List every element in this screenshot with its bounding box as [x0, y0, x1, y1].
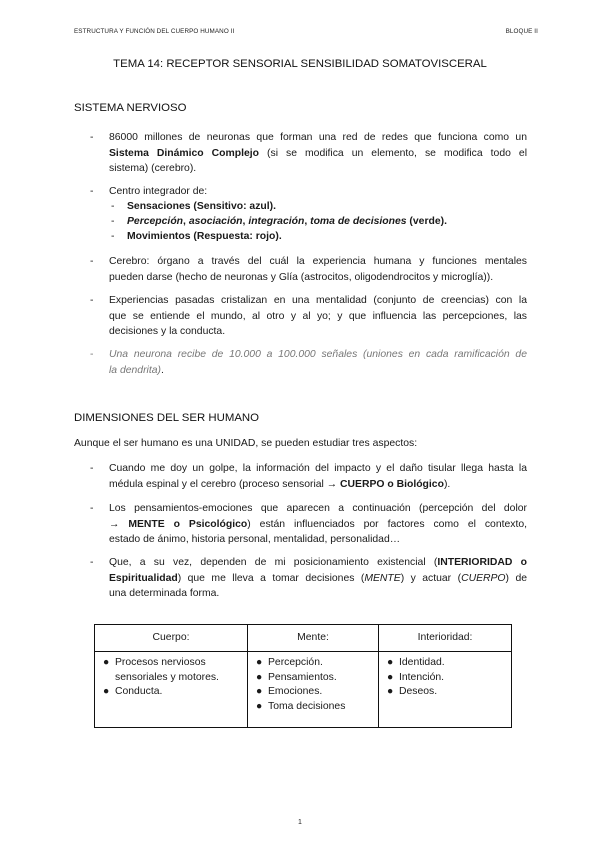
- list-item-text: Intención.: [399, 671, 445, 683]
- text-run: ) están influenciados por factores como el contexto,: [247, 518, 528, 530]
- running-header-block: BLOQUE II: [505, 28, 538, 35]
- list-item: [387, 656, 507, 671]
- list-item: [256, 656, 374, 671]
- text-italic: MENTE: [364, 572, 401, 584]
- text-run: ) y actuar (: [400, 572, 462, 584]
- text-line: Cerebro: órgano a través del cuál la experiencia humana y funciones mentales: [109, 256, 527, 267]
- text-bold: INTERIORIDAD o: [437, 557, 527, 568]
- text-bold: CUERPO o Biológico: [340, 478, 444, 490]
- bullet-dot-icon: ●: [103, 686, 110, 697]
- text-bold-italic: Percepción: [127, 216, 184, 227]
- bullet-experiencias: [109, 293, 527, 340]
- text-run: médula espinal y el cerebro (proceso sensorial →: [109, 478, 341, 490]
- sub-bullet-dash: -: [111, 231, 115, 242]
- list-item: [103, 656, 243, 685]
- text-bold: Sensaciones (Sensitivo: azul).: [127, 201, 276, 212]
- list-item: [387, 671, 507, 686]
- text-bold: (verde).: [406, 216, 447, 227]
- text-italic: CUERPO: [461, 572, 506, 584]
- text-line: Una neurona recibe de 10.000 a 100.000 señales (uniones en cada ramificación de: [109, 349, 527, 360]
- section-heading-sistema-nervioso: SISTEMA NERVIOSO: [74, 102, 187, 114]
- list-item-text: Percepción.: [268, 657, 323, 668]
- text-bold: Espiritualidad: [109, 572, 178, 584]
- sub-bullet-dash: -: [111, 216, 115, 227]
- list-item: [256, 685, 374, 700]
- bullet-dash: -: [90, 256, 94, 267]
- text-line: [109, 517, 527, 533]
- table-header-mente: Mente:: [248, 625, 379, 652]
- document-title: TEMA 14: RECEPTOR SENSORIAL SENSIBILIDAD SOMATOVISCERAL: [113, 58, 487, 70]
- list-item: [256, 700, 374, 715]
- bullet-dot-icon: ●: [387, 657, 394, 668]
- text-run: (si se modifica un elemento, se modifica todo el: [259, 147, 528, 159]
- bullet-dash: -: [90, 349, 94, 360]
- table-header-cuerpo: Cuerpo:: [95, 625, 248, 652]
- sub-bullet-movimientos: [111, 229, 282, 245]
- list-item-text: Identidad.: [399, 657, 445, 668]
- text-bold-italic: integración: [248, 216, 305, 227]
- bullet-dash: -: [90, 503, 94, 514]
- table-row: [95, 652, 512, 728]
- text-line: que se entiende el mundo, al otro y al yo; y que influencia las percepciones, las: [109, 310, 527, 322]
- intro-paragraph: Aunque el ser humano es una UNIDAD, se pueden estudiar tres aspectos:: [74, 438, 418, 449]
- bullet-dash: -: [90, 295, 94, 306]
- bullet-dash: -: [90, 463, 94, 474]
- text-bold-italic: toma de decisiones: [310, 216, 407, 227]
- table-header-row: [95, 625, 512, 652]
- bullet-neurona-senales: [109, 347, 527, 378]
- text-line: Experiencias pasadas cristalizan en una mentalidad (conjunto de creencias) con la: [109, 295, 527, 306]
- text-line: [109, 146, 527, 162]
- table-cell-interioridad: [379, 652, 512, 728]
- bullet-dash: -: [90, 132, 94, 143]
- text-line: pueden darse (hecho de neuronas y Glía (astrocitos, oligodendrocitos y microglía)).: [109, 271, 494, 283]
- dimensions-table: [94, 624, 512, 728]
- bullet-posicionamiento: [109, 555, 527, 602]
- sub-bullet-dash: -: [111, 201, 115, 212]
- text-run: ) que me lleva a tomar decisiones (: [177, 572, 365, 584]
- table-cell-mente: [248, 652, 379, 728]
- bullet-dot-icon: ●: [387, 686, 394, 697]
- text-line: Cuando me doy un golpe, la información del impacto y el daño tisular llega hasta la: [109, 463, 527, 474]
- text-run: ) de: [505, 572, 527, 584]
- text-bold-italic: asociación: [188, 216, 243, 227]
- text-line: [109, 555, 527, 571]
- text-run: .: [160, 364, 164, 376]
- bullet-cerebro: [109, 254, 527, 285]
- text-line: sistema) (cerebro).: [109, 163, 197, 175]
- table-cell-cuerpo: [95, 652, 248, 728]
- text-run: ).: [443, 478, 451, 490]
- list-item: [387, 685, 507, 700]
- list-item: [103, 685, 243, 700]
- text-run: →: [109, 518, 129, 530]
- text-bold: MENTE o Psicológico: [128, 518, 248, 530]
- bullet-dot-icon: ●: [387, 671, 394, 683]
- bullet-dot-icon: ●: [103, 657, 110, 668]
- page-number: 1: [298, 819, 302, 826]
- list-item-text: Procesos nerviosos sensoriales y motores.: [115, 657, 219, 683]
- bullet-dot-icon: ●: [256, 671, 263, 683]
- list-item-text: Conducta.: [115, 686, 163, 697]
- list-item-text: Toma decisiones: [268, 700, 346, 712]
- text-bold: Movimientos (Respuesta: rojo).: [127, 231, 282, 242]
- text-line: 86000 millones de neuronas que forman una red de redes que funciona como un: [109, 132, 527, 143]
- sub-bullet-percepcion: - Percepción, asociación, integración, toma de decisiones (verde).: [127, 214, 447, 230]
- bullet-dash: -: [90, 186, 94, 197]
- text-line: Los pensamientos-emociones que aparecen a continuación (percepción del dolor: [109, 503, 527, 514]
- text-italic: la dendrita): [109, 364, 161, 376]
- running-header-course: ESTRUCTURA Y FUNCIÓN DEL CUERPO HUMANO II: [74, 28, 235, 35]
- section-heading-dimensiones: DIMENSIONES DEL SER HUMANO: [74, 412, 260, 424]
- bullet-dot-icon: ●: [256, 700, 263, 712]
- list-item-text: Pensamientos.: [268, 671, 337, 683]
- text-line: una determinada forma.: [109, 588, 220, 600]
- text-run: Que, a su vez, dependen de mi posicionamiento existencial (: [109, 557, 438, 568]
- bullet-dash: -: [90, 557, 94, 568]
- bullet-golpe: [109, 461, 527, 492]
- list-item-text: Emociones.: [268, 686, 323, 697]
- list-item: [256, 671, 374, 686]
- text-bold: Sistema Dinámico Complejo: [109, 147, 260, 159]
- bullet-dot-icon: ●: [256, 686, 263, 697]
- bullet-dot-icon: ●: [256, 657, 263, 668]
- text-line: [109, 571, 527, 587]
- bullet-pensamientos: [109, 501, 527, 548]
- text-line: Centro integrador de:: [109, 186, 208, 197]
- list-item-text: Deseos.: [399, 686, 438, 697]
- text-line: decisiones y la conducta.: [109, 326, 226, 338]
- text-line: [109, 477, 527, 493]
- text-line: [109, 363, 527, 379]
- sub-bullet-sensaciones: [111, 199, 276, 215]
- bullet-neuronas: [109, 130, 527, 177]
- bullet-centro-integrador: [109, 184, 527, 200]
- table-header-interioridad: Interioridad:: [379, 625, 512, 652]
- text-line: estado de ánimo, historia personal, mentalidad, personalidad…: [109, 534, 401, 546]
